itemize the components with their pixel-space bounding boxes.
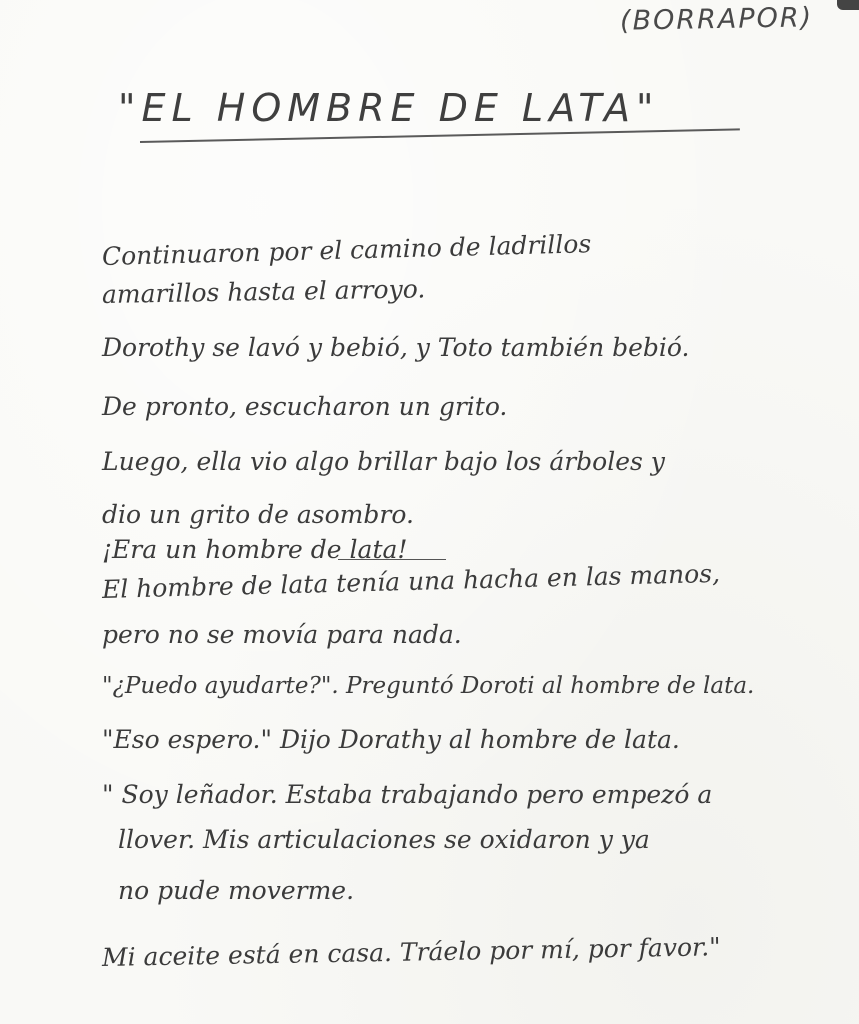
- text-line-13: llover. Mis articulaciones se oxidaron y ya: [118, 825, 650, 854]
- text-line-11: "Eso espero." Dijo Dorathy al hombre de lata.: [102, 725, 680, 754]
- text-line-1: Continuaron por el camino de ladrillos: [101, 229, 592, 271]
- text-line-4: De pronto, escucharon un grito.: [102, 392, 508, 421]
- lata-underline: [338, 559, 446, 560]
- text-line-5: Luego, ella vio algo brillar bajo los árboles y: [102, 447, 665, 476]
- title-underline: [140, 128, 740, 143]
- text-line-3: Dorothy se lavó y bebió, y Toto también bebió.: [102, 333, 690, 362]
- text-line-14: no pude moverme.: [118, 876, 355, 905]
- text-line-6: dio un grito de asombro.: [102, 500, 414, 529]
- text-line-8: El hombre de lata tenía una hacha en las manos,: [101, 558, 721, 604]
- corner-tab-mark: [837, 0, 859, 10]
- text-line-10: "¿Puedo ayudarte?". Preguntó Doroti al hombre de lata.: [102, 673, 755, 699]
- page-title: "EL HOMBRE DE LATA": [118, 86, 660, 130]
- text-line-7: ¡Era un hombre de lata!: [102, 535, 408, 564]
- text-line-12: " Soy leñador. Estaba trabajando pero empezó a: [102, 780, 713, 809]
- draft-label: (BORRAPOR): [619, 2, 814, 37]
- text-line-2: amarillos hasta el arroyo.: [101, 274, 426, 309]
- text-line-9: pero no se movía para nada.: [102, 620, 462, 649]
- text-line-15: Mi aceite está en casa. Tráelo por mí, por favor.": [101, 932, 721, 972]
